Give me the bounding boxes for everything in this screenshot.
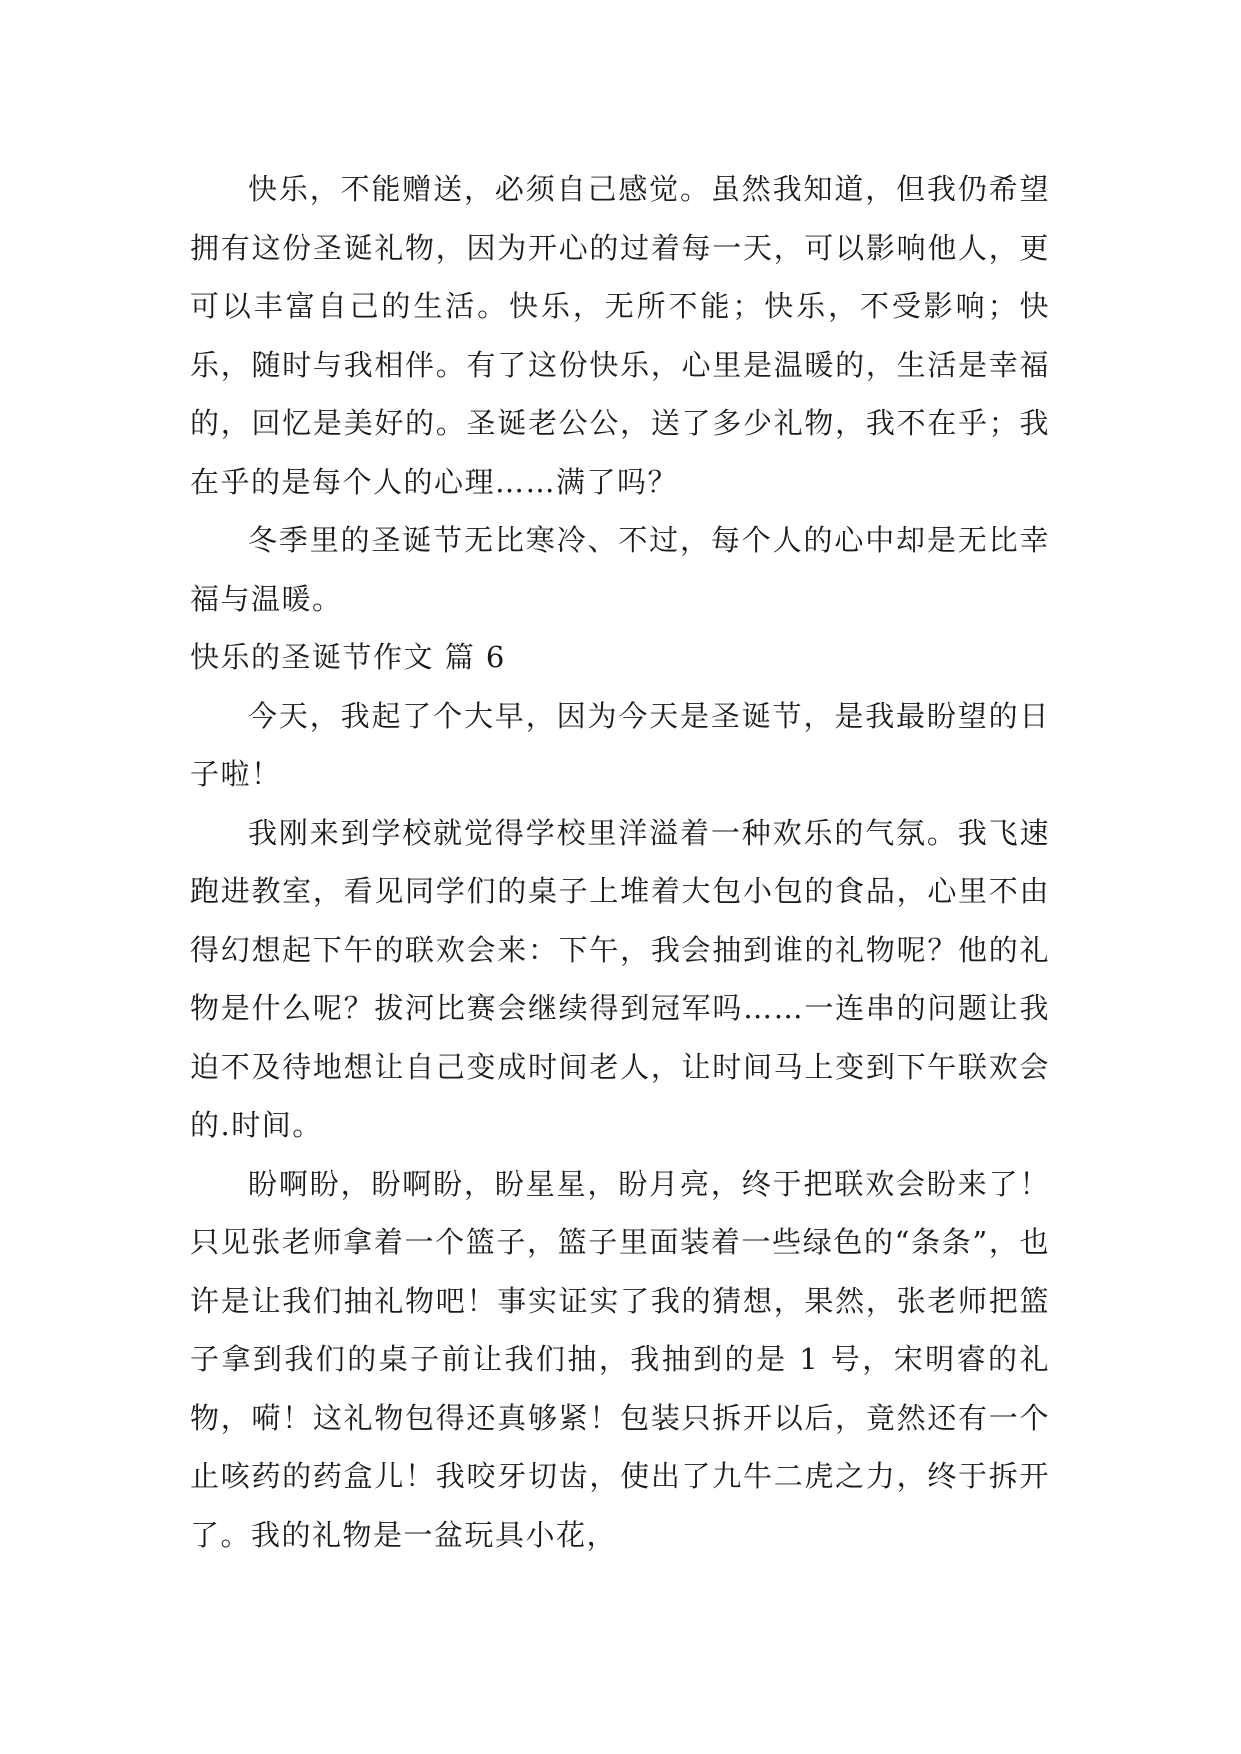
paragraph-morning: 今天，我起了个大早，因为今天是圣诞节，是我最盼望的日子啦！ <box>190 698 1050 791</box>
paragraph-party: 盼啊盼，盼啊盼，盼星星，盼月亮，终于把联欢会盼来了！只见张老师拿着一个篮子，篮子里面装着一些绿色的“条条”，也许是让我们抽礼物吧！事实证实了我的猜想，果然，张老师把篮子拿到我们的桌子前让我们抽，我抽到的是 1 号，宋明睿的礼物，嗬！这礼物包得还真够紧！包装只拆开以后，竟然还有一个止咳药的药盒儿！我咬牙切齿，使出了九牛二虎之力，终于拆开了。我的礼物是一盆玩具小花， <box>190 1166 1050 1552</box>
paragraph-school: 我刚来到学校就觉得学校里洋溢着一种欢乐的气氛。我飞速跑进教室，看见同学们的桌子上堆着大包小包的食品，心里不由得幻想起下午的联欢会来：下午，我会抽到谁的礼物呢？他的礼物是什么呢？拔河比赛会继续得到冠军吗……一连串的问题让我迫不及待地想让自己变成时间老人，让时间马上变到下午联欢会的.时间。 <box>190 815 1050 1142</box>
paragraph-happiness: 快乐，不能赠送，必须自己感觉。虽然我知道，但我仍希望拥有这份圣诞礼物，因为开心的过着每一天，可以影响他人，更可以丰富自己的生活。快乐，无所不能；快乐，不受影响；快乐，随时与我相伴。有了这份快乐，心里是温暖的，生活是幸福的，回忆是美好的。圣诞老公公，送了多少礼物，我不在乎；我在乎的是每个人的心理……满了吗？ <box>190 172 1050 499</box>
section-heading: 快乐的圣诞节作文 篇 6 <box>190 640 506 674</box>
document-body <box>190 160 1050 1564</box>
paragraph-winter: 冬季里的圣诞节无比寒冷、不过，每个人的心中却是无比幸福与温暖。 <box>190 523 1050 616</box>
